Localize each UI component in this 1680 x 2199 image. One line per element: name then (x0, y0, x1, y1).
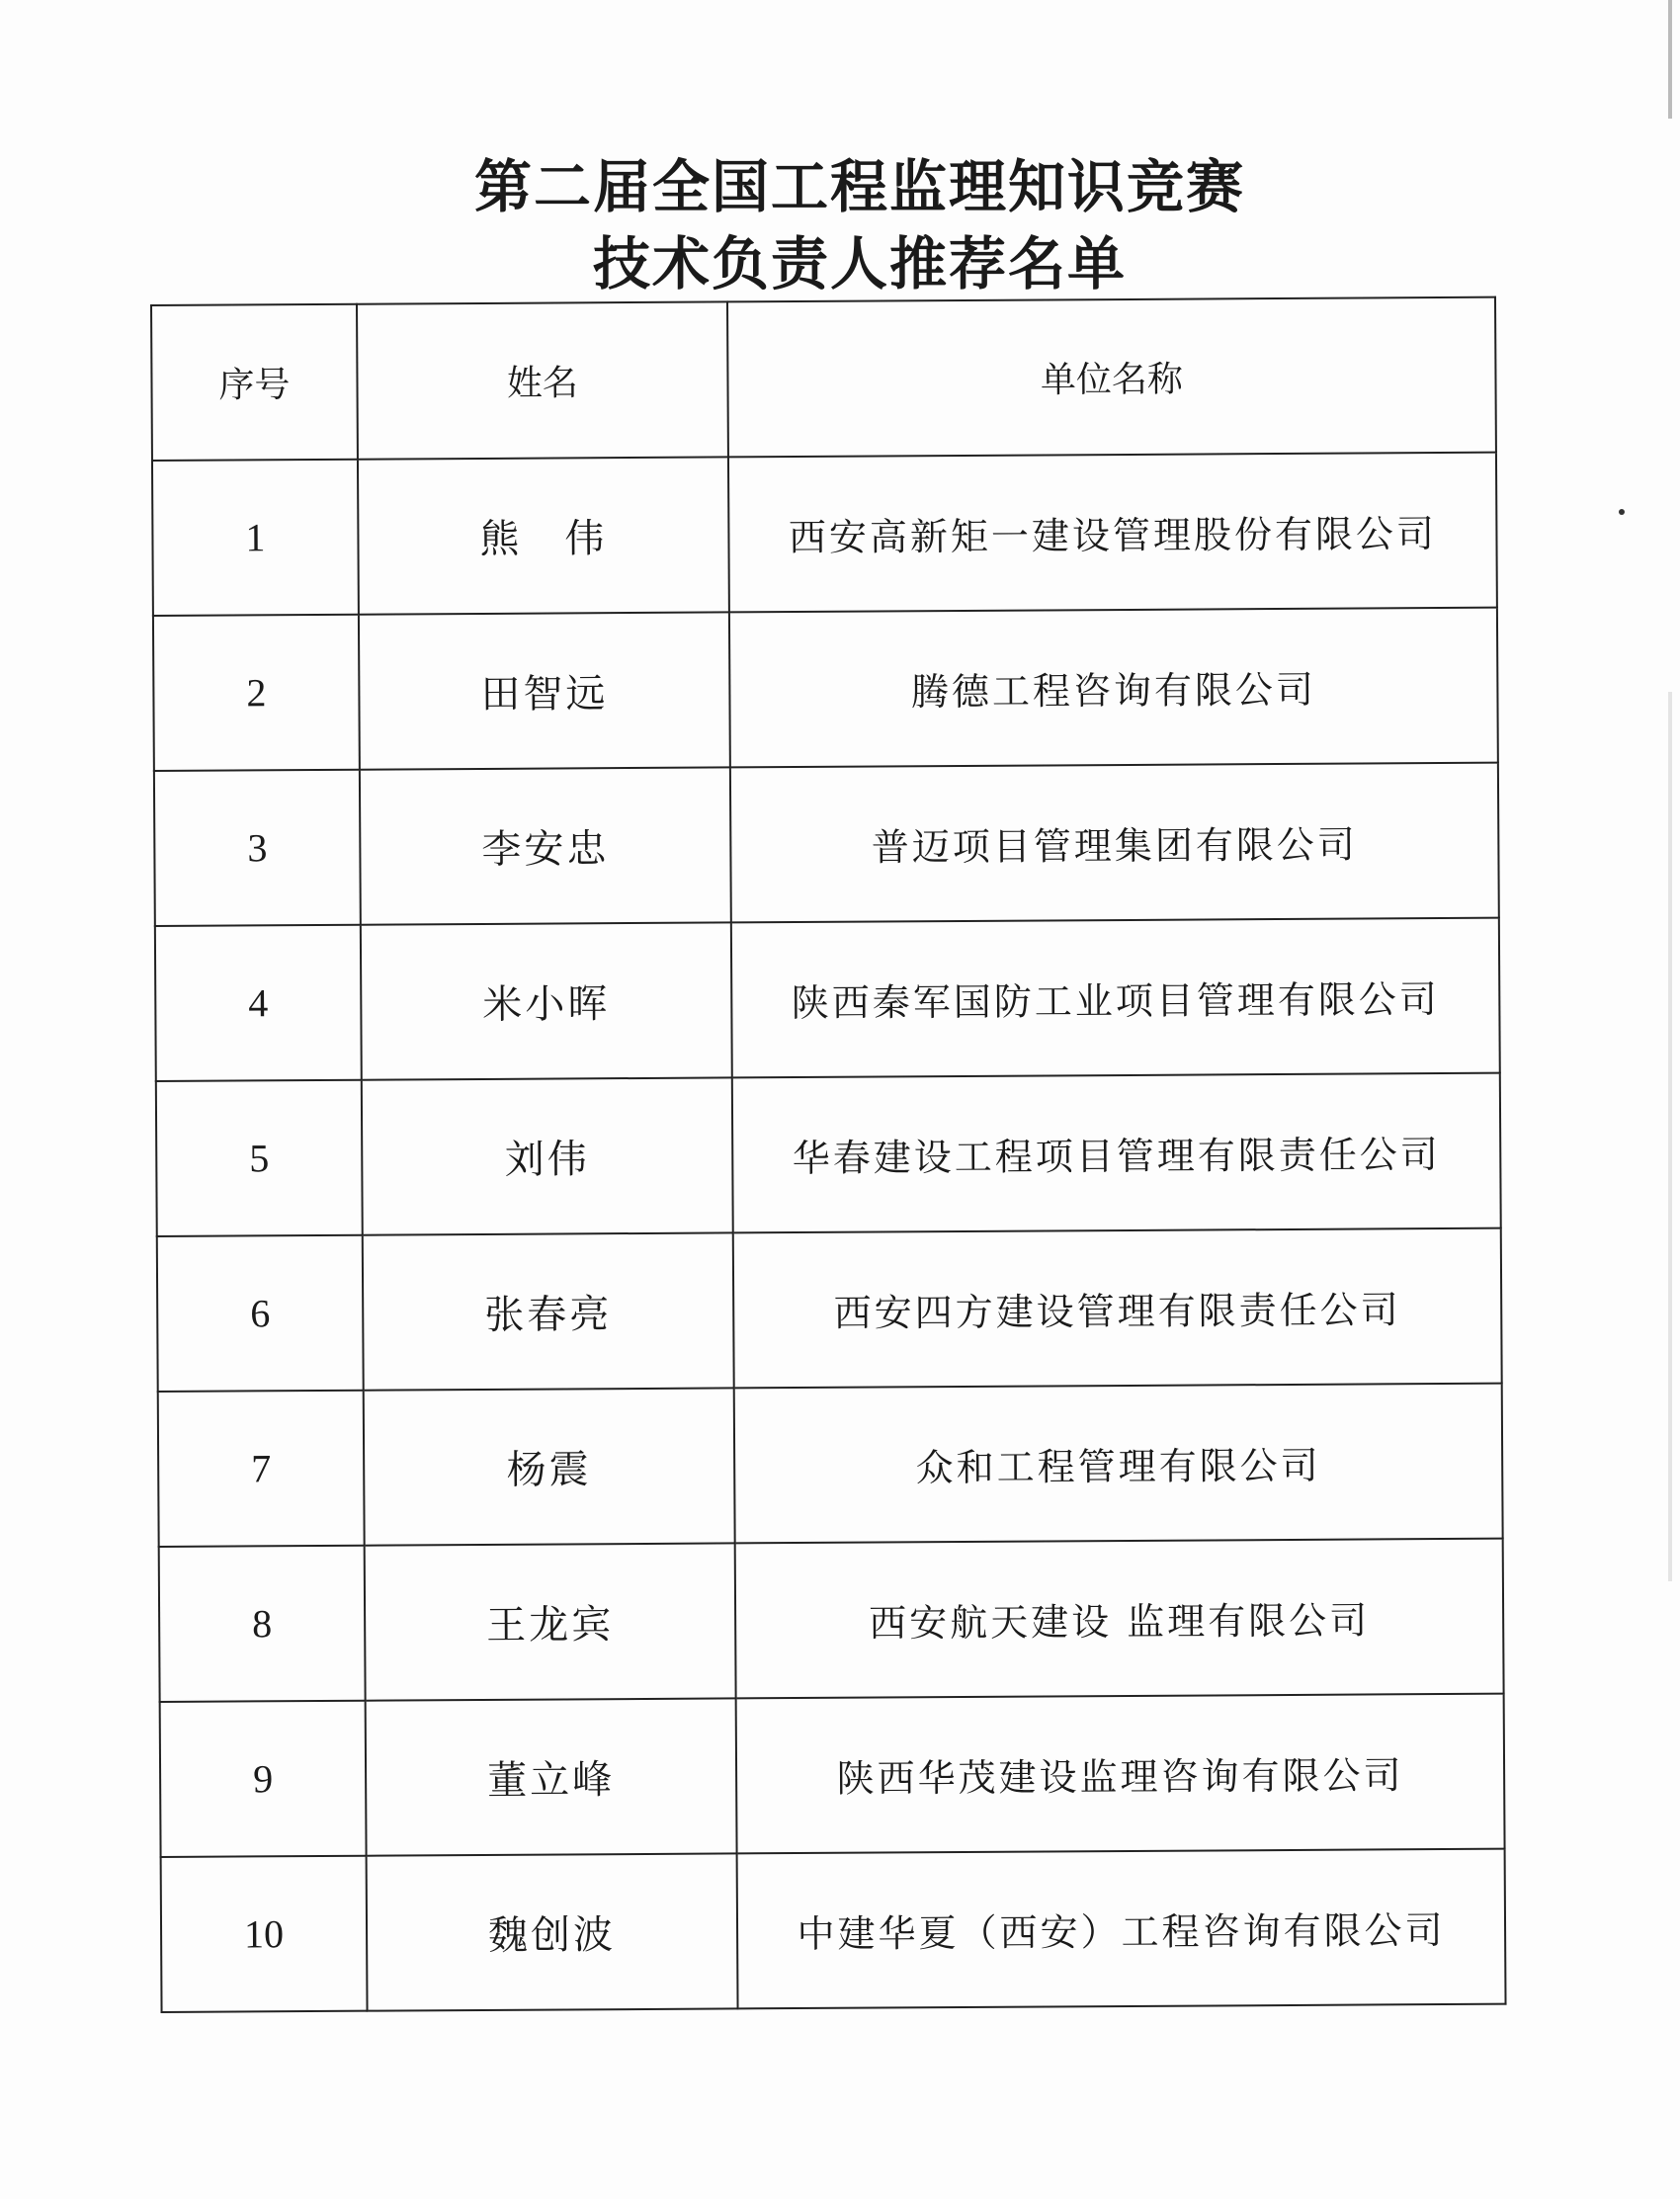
table-row (160, 1694, 1505, 1857)
table-row (154, 763, 1499, 926)
row-index: 6 (157, 1235, 364, 1392)
row-name: 李安忠 (360, 767, 731, 924)
row-organization: 陕西华茂建设监理咨询有限公司 (736, 1694, 1505, 1854)
row-name: 刘伟 (362, 1077, 733, 1234)
row-organization: 普迈项目管理集团有限公司 (730, 763, 1499, 923)
row-organization: 中建华夏（西安）工程咨询有限公司 (737, 1849, 1506, 2009)
scan-edge-mark (1668, 0, 1672, 119)
row-organization: 华春建设工程项目管理有限责任公司 (732, 1073, 1501, 1233)
row-index: 5 (156, 1080, 363, 1236)
row-organization: 西安航天建设 监理有限公司 (735, 1539, 1504, 1699)
row-organization: 腾德工程咨询有限公司 (729, 608, 1498, 768)
table-row (156, 1073, 1501, 1236)
row-organization: 众和工程管理有限公司 (734, 1384, 1503, 1544)
header-index: 序号 (151, 304, 358, 461)
row-name: 张春亮 (363, 1232, 734, 1390)
row-name: 魏创波 (367, 1853, 738, 2010)
header-name: 姓名 (357, 301, 728, 459)
row-name: 田智远 (359, 612, 730, 769)
row-index: 10 (161, 1856, 368, 2012)
scan-edge-mark (1668, 692, 1672, 1581)
row-index: 3 (154, 770, 361, 926)
row-index: 9 (160, 1701, 367, 1857)
row-index: 4 (155, 925, 362, 1081)
row-index: 2 (153, 615, 360, 771)
table-row (152, 453, 1497, 616)
row-organization: 西安高新矩一建设管理股份有限公司 (728, 453, 1497, 613)
row-index: 7 (158, 1391, 365, 1547)
row-name: 杨震 (364, 1388, 735, 1545)
scan-speck (1619, 509, 1625, 515)
table-row (158, 1384, 1503, 1547)
document-title-line2: 技术负责人推荐名单 (592, 230, 1127, 297)
row-name: 熊 伟 (358, 457, 729, 614)
document-title-line1: 第二届全国工程监理知识竞赛 (473, 153, 1245, 220)
row-name: 王龙宾 (365, 1543, 736, 1700)
recommendation-table-wrapper (150, 296, 1505, 2019)
row-organization: 陕西秦军国防工业项目管理有限公司 (731, 918, 1500, 1078)
recommendation-table (150, 296, 1507, 2013)
header-organization: 单位名称 (727, 297, 1496, 458)
row-index: 8 (159, 1546, 366, 1702)
row-name: 米小晖 (361, 922, 732, 1079)
table-header-row (151, 297, 1496, 461)
table-row (155, 918, 1500, 1081)
row-organization: 西安四方建设管理有限责任公司 (733, 1228, 1502, 1389)
table-row (153, 608, 1498, 771)
row-name: 董立峰 (366, 1698, 737, 1855)
table-row (157, 1228, 1502, 1392)
table-row (161, 1849, 1506, 2012)
table-row (159, 1539, 1504, 1702)
row-index: 1 (152, 460, 359, 616)
